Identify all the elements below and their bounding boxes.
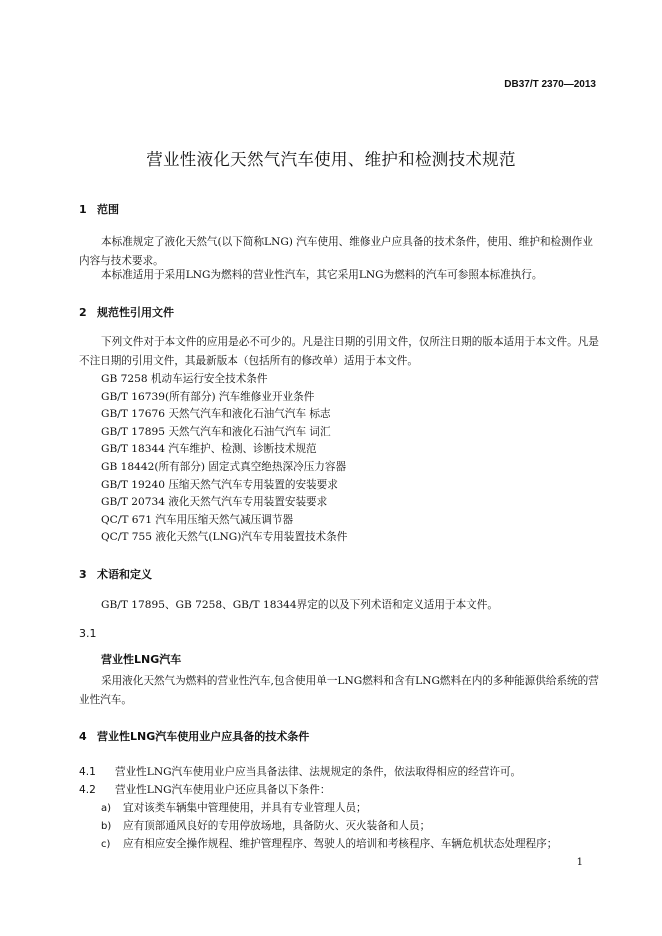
reference-item: GB/T 20734 液化天然气汽车专用装置安装要求 — [101, 496, 328, 509]
section-title: 范围 — [97, 203, 119, 216]
section-number: 1 — [79, 203, 87, 216]
list-item-b — [101, 818, 430, 833]
reference-item: GB 7258 机动车运行安全技术条件 — [101, 373, 268, 385]
reference-item: GB/T 16739(所有部分) 汽车维修业开业条件 — [101, 390, 315, 403]
list-marker: b) — [101, 821, 112, 832]
section-1-heading — [79, 201, 119, 217]
reference-item: GB/T 18344 汽车维护、检测、诊断技术规范 — [101, 443, 317, 456]
section-title: 规范性引用文件 — [97, 306, 174, 319]
reference-item: QC/T 755 液化天然气(LNG)汽车专用装置技术条件 — [101, 531, 348, 544]
clause-number: 4.2 — [79, 784, 96, 796]
section-3-heading — [79, 566, 152, 582]
list-item-c — [101, 836, 557, 851]
term-definition: 采用液化天然气为燃料的营业性汽车,包含使用单一LNG燃料和含有LNG燃料在内的多种能源供给系统的营业性汽车。 — [79, 675, 599, 706]
clause-number: 4.1 — [79, 766, 96, 778]
reference-item: GB/T 17895 天然气汽车和液化石油气汽车 词汇 — [101, 425, 331, 438]
reference-item: GB 18442(所有部分) 固定式真空绝热深冷压力容器 — [101, 460, 347, 473]
reference-item: QC/T 671 汽车用压缩天然气减压调节器 — [101, 513, 294, 526]
clause-text: 营业性LNG汽车使用业户应当具备法律、法规规定的条件，依法取得相应的经营许可。 — [115, 766, 522, 778]
clause-4-2 — [79, 782, 330, 797]
references-intro: 下列文件对于本文件的应用是必不可少的。凡是注日期的引用文件，仅所注日期的版本适用于本文件。凡是不注日期的引用文件，其最新版本（包括所有的修改单）适用于本文件。 — [79, 336, 599, 367]
reference-item: GB/T 19240 压缩天然气汽车专用装置的安装要求 — [101, 478, 338, 491]
term-number: 3.1 — [79, 627, 97, 640]
references-list — [101, 371, 347, 547]
section-title: 术语和定义 — [97, 568, 152, 581]
clause-text: 营业性LNG汽车使用业户还应具备以下条件： — [115, 784, 331, 796]
page-number: 1 — [576, 857, 583, 868]
scope-paragraph-2: 本标准适用于采用LNG为燃料的营业性汽车，其它采用LNG为燃料的汽车可参照本标准执行。 — [101, 269, 543, 281]
section-number: 4 — [79, 730, 87, 743]
list-text: 应有相应安全操作规程、维护管理程序、驾驶人的培训和考核程序、车辆危机状态处理程序； — [123, 838, 558, 850]
term-name: 营业性LNG汽车 — [101, 653, 182, 666]
section-4-heading — [79, 728, 309, 744]
section-2-heading — [79, 304, 174, 320]
list-text: 宜对该类车辆集中管理使用，并具有专业管理人员； — [123, 802, 367, 814]
document-number: DB37/T 2370—2013 — [504, 79, 596, 90]
clause-4-1 — [79, 764, 521, 779]
section-title: 营业性LNG汽车使用业户应具备的技术条件 — [97, 730, 310, 743]
section-number: 2 — [79, 306, 87, 319]
list-item-a — [101, 800, 367, 815]
reference-item: GB/T 17676 天然气汽车和液化石油气汽车 标志 — [101, 408, 331, 421]
list-text: 应有顶部通风良好的专用停放场地，具备防火、灭火装备和人员； — [123, 820, 431, 832]
section-number: 3 — [79, 568, 87, 581]
document-title: 营业性液化天然气汽车使用、维护和检测技术规范 — [146, 150, 516, 169]
terms-intro: GB/T 17895、GB 7258、GB/T 18344界定的以及下列术语和定义适用于本文件。 — [101, 599, 498, 611]
list-marker: c) — [101, 839, 111, 850]
scope-paragraph-1: 本标准规定了液化天然气(以下简称LNG) 汽车使用、维修业户应具备的技术条件，使用、维护和检测作业内容与技术要求。 — [79, 236, 593, 267]
list-marker: a) — [101, 803, 112, 814]
